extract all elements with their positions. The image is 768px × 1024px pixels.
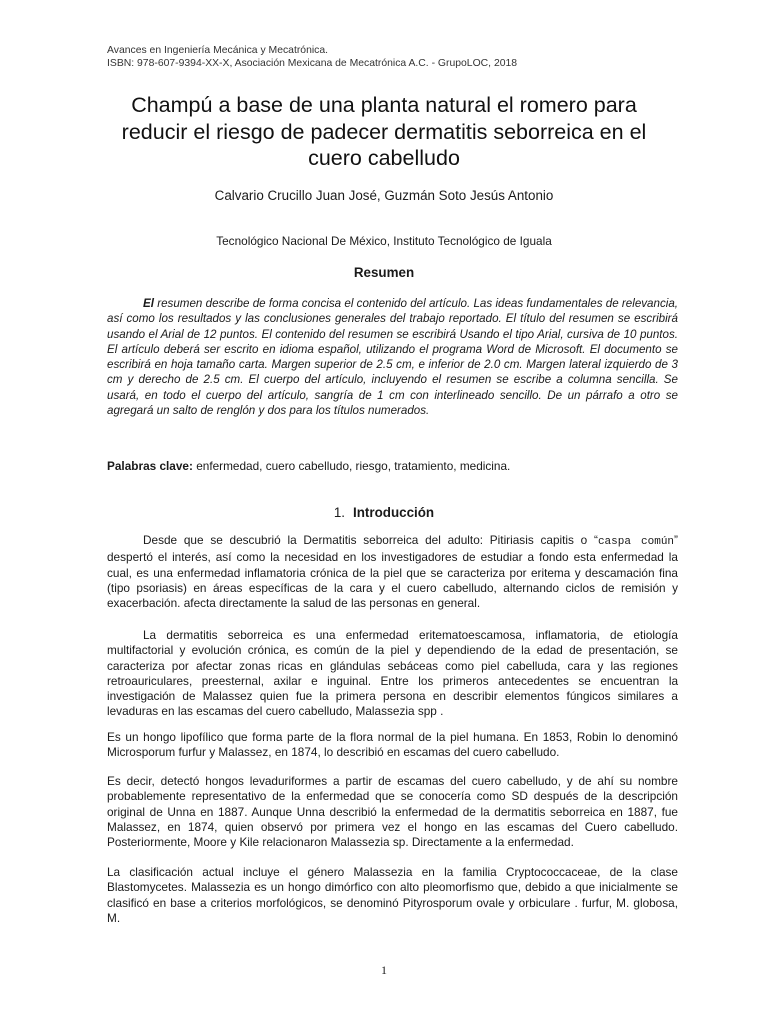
intro-paragraph-4: Es decir, detectó hongos levaduriformes a partir de escamas del cuero cabelludo, y de ahí su nombre probablemente representativo de la enfermedad que se conocería como SD después de la descripción original de Unna en 1887. Aunque Unna describió la enfermedad de la dermatitis seborreica en 1887, fue Malassez, en 1874, quien observó por primera vez el hongo en las escamas del Cuero cabelludo. Posteriormente, Moore y Kile relacionaron Malassezia sp. Directamente a la enfermedad.: [107, 774, 678, 850]
keywords: [107, 459, 510, 473]
intro-paragraph-1: [107, 533, 678, 611]
keywords-text: enfermedad, cuero cabelludo, riesgo, tratamiento, medicina.: [192, 459, 511, 473]
section-number: 1.: [333, 505, 346, 520]
p1-text-b: ” despertó el interés, así como la necesidad en los investigadores de estudiar a fondo esta enfermedad la cual, es una enfermedad inflamatoria crónica de la piel que se caracteriza por eritema y descamación fina (tipo psoriasis) en áreas específicas de la cara y el cuero cabelludo, alternando ciclos de remisión y exacerbación. afecta directamente la salud de las personas en general.: [107, 533, 678, 611]
intro-paragraph-2: La dermatitis seborreica es una enfermedad eritematoescamosa, inflamatoria, de etiología multifactorial y evolución crónica, es común de la piel y dependiendo de la edad de presentación, se caracteriza por afectar zonas ricas en glándulas sebáceas como piel cabelluda, cara y las regiones retroauriculares, preesternal, axilar e inguinal. Entre los primeros antecedentes se encuentran la investigación de Malassez quien fue la primera persona en describir elementos fúngicos similares a levaduras en las escamas del cuero cabelludo, Malassezia spp .: [107, 628, 678, 719]
header-line-1: Avances en Ingeniería Mecánica y Mecatrónica.: [107, 45, 329, 56]
keywords-label: Palabras clave:: [107, 459, 193, 473]
section-title: Introducción: [353, 505, 435, 520]
p1-text-a: Desde que se descubrió la Dermatitis seborreica del adulto: Pitiriasis capitis o “: [143, 533, 598, 547]
paper-title: Champú a base de una planta natural el romero para reducir el riesgo de padecer dermatitis seborreica en el cuero cabelludo: [121, 93, 647, 170]
abstract-text: resumen describe de forma concisa el contenido del artículo. Las ideas fundamentales de relevancia, así como los resultados y las conclusiones generales del trabajo reportado. El título del resumen se escribirá usando el Arial de 12 puntos. El contenido del resumen se escribirá Usando el tipo Arial, cursiva de 10 puntos. El artículo deberá ser escrito en idioma español, utilizando el programa Word de Microsoft. El documento se escribirá en hoja tamaño carta. Margen superior de 2.5 cm, e inferior de 2.0 cm. Margen lateral izquierdo de 3 cm y derecho de 2.5 cm. El cuerpo del artículo, incluyendo el resumen se escribe a columna sencilla. Se usará, en todo el cuerpo del artículo, sangría de 1 cm con interlineado sencillo. De un párrafo a otro se agregará un salto de renglón y dos para los títulos numerados.: [107, 297, 678, 418]
abstract-body: [107, 296, 678, 418]
running-header: [107, 44, 517, 70]
abstract-heading: Resumen: [353, 265, 415, 280]
intro-paragraph-5: La clasificación actual incluye el género Malassezia en la familia Cryptococcaceae, de la clase Blastomycetes. Malassezia es un hongo dimórfico con alto pleomorfismo que, debido a que inicialmente se clasificó en base a criterios morfológicos, se denominó Pityrosporum ovale y orbiculare . furfur, M. globosa, M.: [107, 865, 678, 925]
p1-mono-term: caspa común: [597, 536, 675, 548]
affiliation: Tecnológico Nacional De México, Instituto Tecnológico de Iguala: [216, 234, 552, 248]
page-number: 1: [381, 963, 387, 977]
intro-paragraph-3: Es un hongo lipofílico que forma parte de la flora normal de la piel humana. En 1853, Robin lo denominó Microsporum furfur y Malassez, en 1874, lo describió en escamas del cuero cabelludo.: [107, 730, 678, 760]
section-heading: [100, 505, 668, 520]
header-line-2: ISBN: 978-607-9394-XX-X, Asociación Mexicana de Mecatrónica A.C. - GrupoLOC, 2018: [107, 58, 518, 69]
abstract-lead-word: El: [143, 297, 154, 310]
authors: Calvario Crucillo Juan José, Guzmán Soto Jesús Antonio: [214, 188, 554, 203]
